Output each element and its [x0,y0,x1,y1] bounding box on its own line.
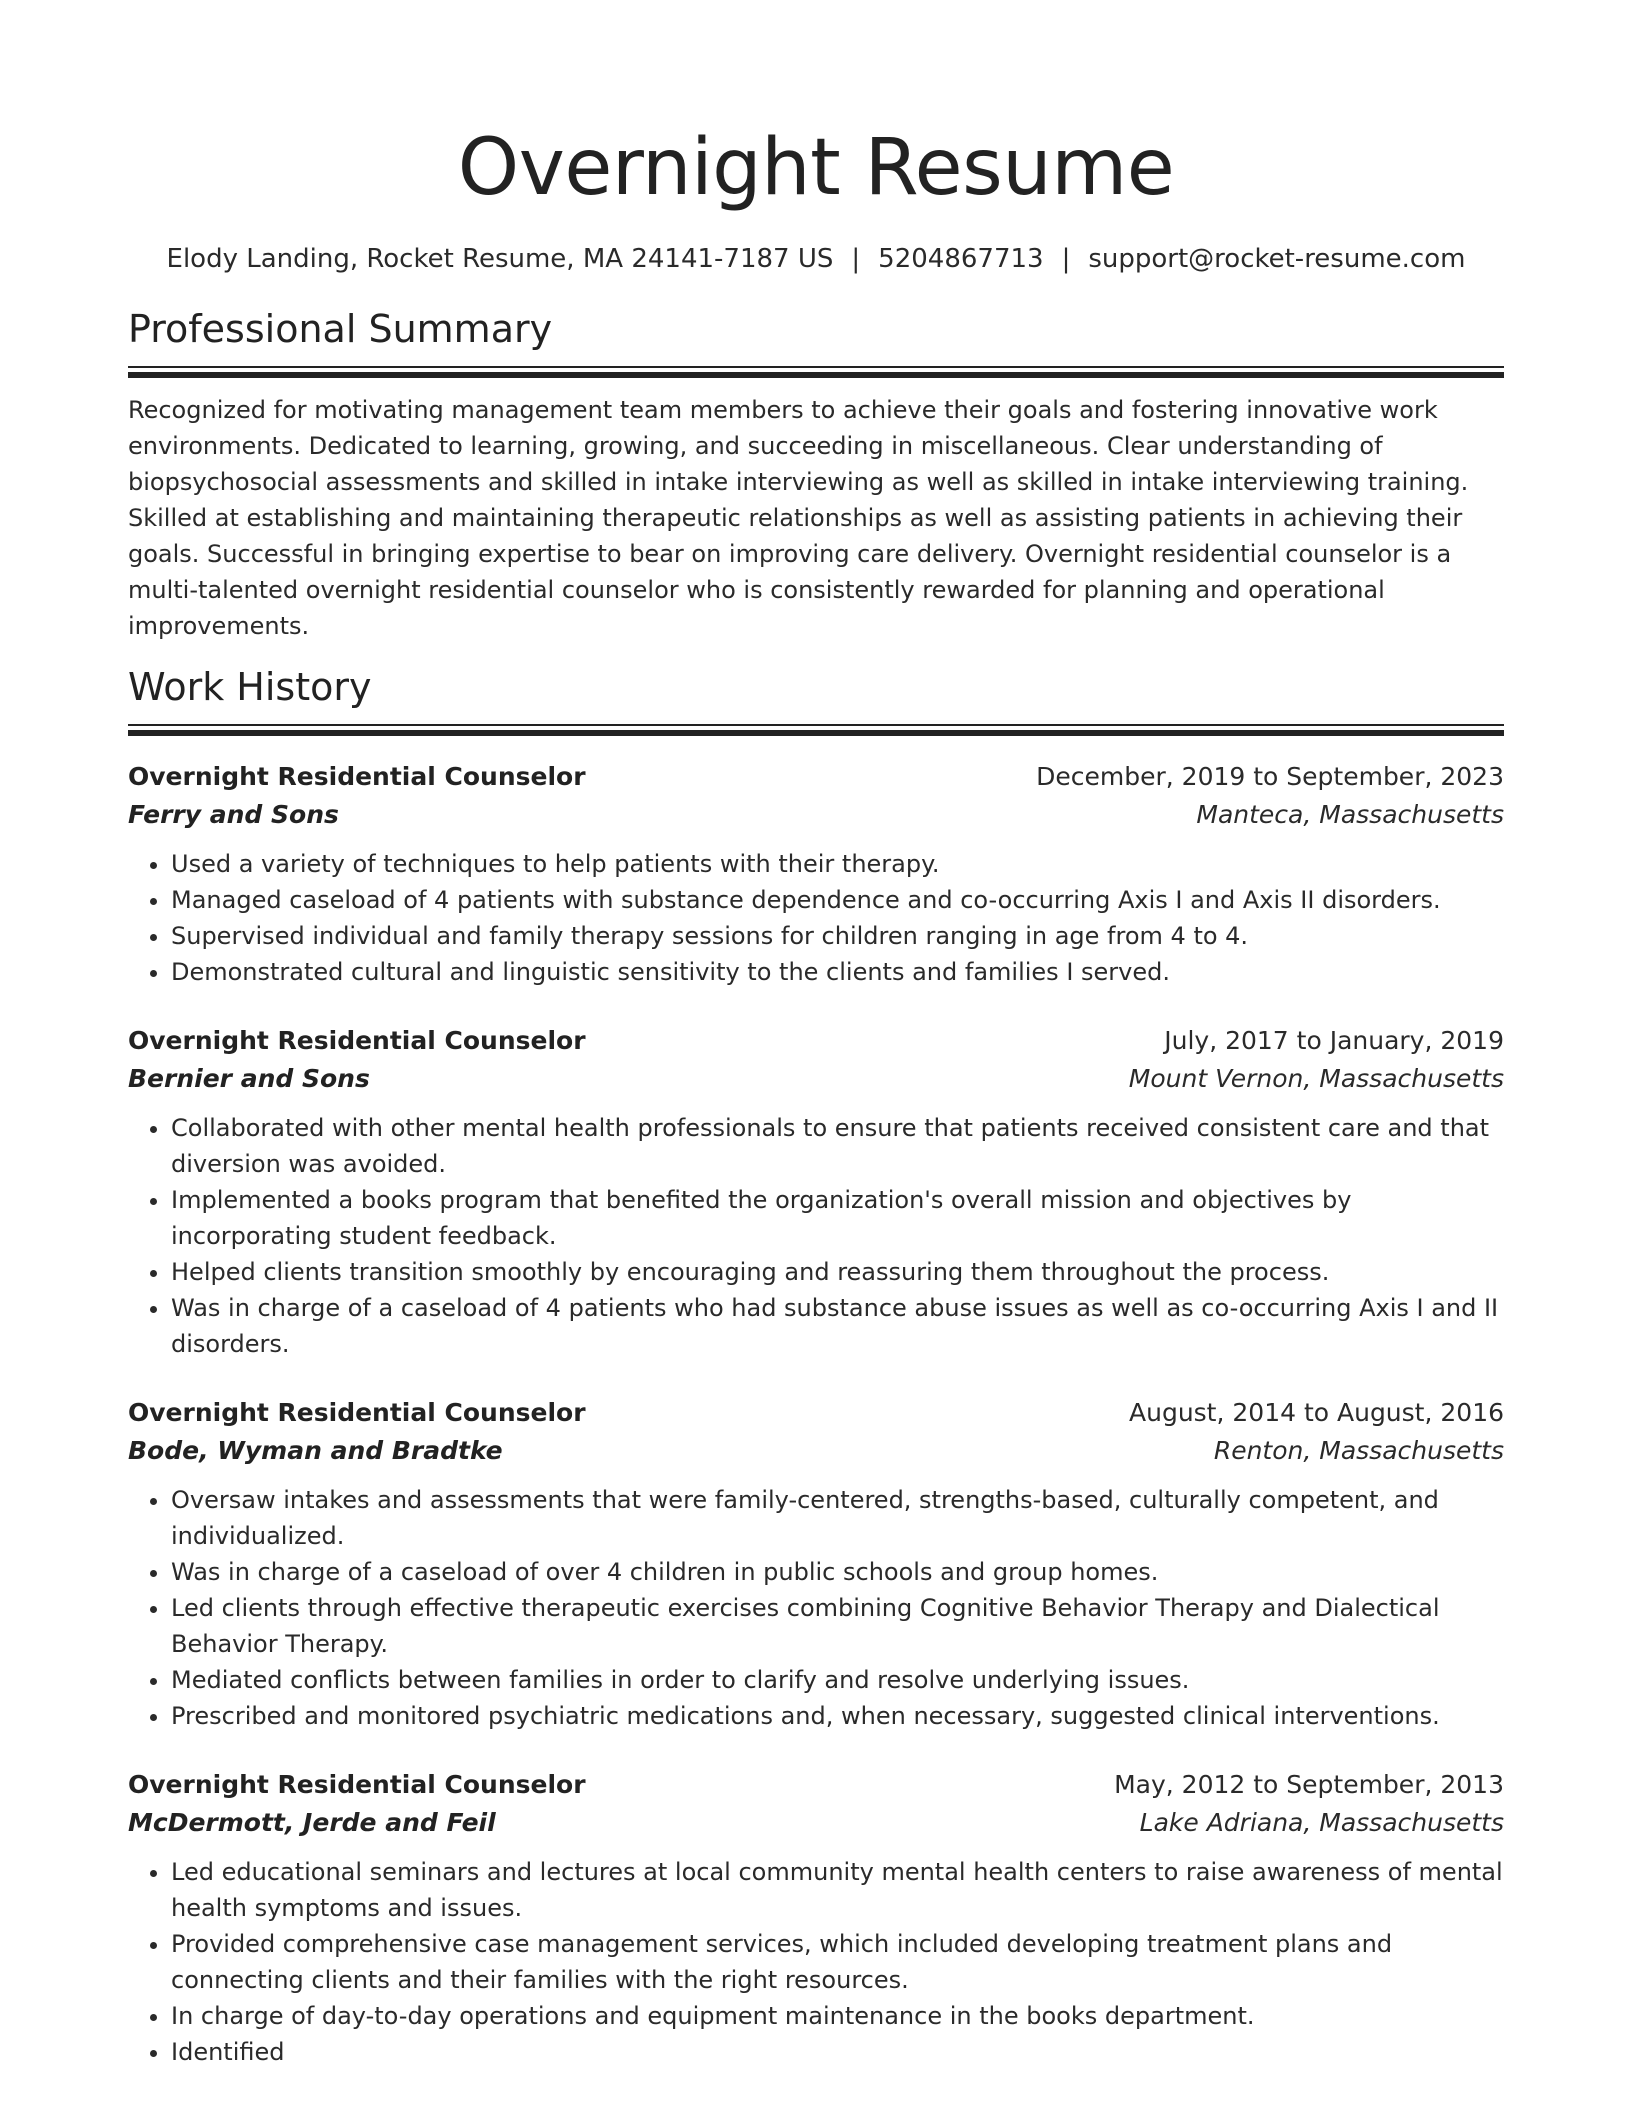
bullet-item: • Identified [171,2034,1504,2070]
bullet-item: • Demonstrated cultural and linguistic sensitivity to the clients and families I served. [171,954,1504,990]
contact-phone: 5204867713 [878,244,1044,274]
contact-email: support@rocket-resume.com [1088,244,1466,274]
job-header [128,1022,1504,1060]
contact-separator: | [1061,244,1071,274]
bullet-item: • Prescribed and monitored psychiatric medications and, when necessary, suggested clinical interventions. [171,1698,1504,1734]
job-entry [128,758,1504,990]
job-title: Overnight Residential Counselor [128,1398,586,1427]
job-location: Renton, Massachusetts [1213,1436,1504,1465]
bullet-item: • Supervised individual and family therapy sessions for children ranging in age from 4 to 4. [171,918,1504,954]
section-divider [128,724,1504,736]
contact-address: Elody Landing, Rocket Resume, MA 24141-7187 US [166,244,834,274]
bullet-item: • Collaborated with other mental health professionals to ensure that patients received consistent care and that diversion was avoided. [171,1110,1504,1182]
work-history-section [128,662,1504,2070]
bullet-item: • Was in charge of a caseload of 4 patients who had substance abuse issues as well as co-occurring Axis I and II disorders. [171,1290,1504,1362]
section-title-summary: Professional Summary [128,307,553,351]
job-entry [128,1394,1504,1734]
summary-text: Recognized for motivating management team members to achieve their goals and fostering innovative work environments. Dedicated to learning, growing, and succeeding in miscellaneous. Clear understanding of biopsychosocial assessments and skilled in intake interviewing as well as skilled in intake interviewing training. Skilled at establishing and maintaining therapeutic relationships as well as assisting patients in achieving their goals. Successful in bringing expertise to bear on improving care delivery. Overnight residential counselor is a multi-talented overnight residential counselor who is consistently rewarded for planning and operational improvements. [128,396,1469,640]
job-header [128,1766,1504,1804]
job-company: Bode, Wyman and Bradtke [128,1436,503,1465]
job-title: Overnight Residential Counselor [128,1026,586,1055]
summary-section [128,304,1504,644]
job-subheader [128,1804,1504,1842]
bullet-item: • Used a variety of techniques to help patients with their therapy. [171,846,1504,882]
job-bullets [128,1110,1504,1362]
job-bullets [128,1854,1504,2070]
job-title: Overnight Residential Counselor [128,762,586,791]
job-subheader [128,1432,1504,1470]
job-location: Lake Adriana, Massachusetts [1139,1808,1504,1837]
contact-line [128,242,1504,276]
bullet-item: • Oversaw intakes and assessments that were family-centered, strengths-based, culturally competent, and individualized. [171,1482,1504,1554]
job-dates: July, 2017 to January, 2019 [1164,1026,1504,1055]
bullet-item: • Was in charge of a caseload of over 4 children in public schools and group homes. [171,1554,1504,1590]
job-dates: May, 2012 to September, 2013 [1114,1770,1504,1799]
job-location: Manteca, Massachusetts [1196,800,1504,829]
section-divider [128,366,1504,378]
job-subheader [128,796,1504,834]
job-bullets [128,846,1504,990]
job-bullets [128,1482,1504,1734]
job-location: Mount Vernon, Massachusetts [1128,1064,1504,1093]
job-header [128,758,1504,796]
resume-name: Overnight Resume [457,123,1175,213]
job-company: Ferry and Sons [128,800,339,829]
section-title-work-history: Work History [128,665,372,709]
job-header [128,1394,1504,1432]
job-entry [128,1766,1504,2070]
bullet-item: • Mediated conflicts between families in order to clarify and resolve underlying issues. [171,1662,1504,1698]
bullet-item: • In charge of day-to-day operations and equipment maintenance in the books department. [171,1998,1504,2034]
bullet-item: • Helped clients transition smoothly by encouraging and reassuring them throughout the process. [171,1254,1504,1290]
bullet-item: • Managed caseload of 4 patients with substance dependence and co-occurring Axis I and Axis II disorders. [171,882,1504,918]
job-company: Bernier and Sons [128,1064,370,1093]
job-dates: August, 2014 to August, 2016 [1129,1398,1504,1427]
bullet-item: • Led educational seminars and lectures at local community mental health centers to raise awareness of mental health symptoms and issues. [171,1854,1504,1926]
job-entry [128,1022,1504,1362]
job-dates: December, 2019 to September, 2023 [1036,762,1504,791]
bullet-item: • Led clients through effective therapeutic exercises combining Cognitive Behavior Therapy and Dialectical Behavior Therapy. [171,1590,1504,1662]
bullet-item: • Implemented a books program that benefited the organization's overall mission and objectives by incorporating student feedback. [171,1182,1504,1254]
job-subheader [128,1060,1504,1098]
job-company: McDermott, Jerde and Feil [128,1808,496,1837]
bullet-item: • Provided comprehensive case management services, which included developing treatment plans and connecting clients and their families with the right resources. [171,1926,1504,1998]
job-title: Overnight Residential Counselor [128,1770,586,1799]
contact-separator: | [851,244,861,274]
